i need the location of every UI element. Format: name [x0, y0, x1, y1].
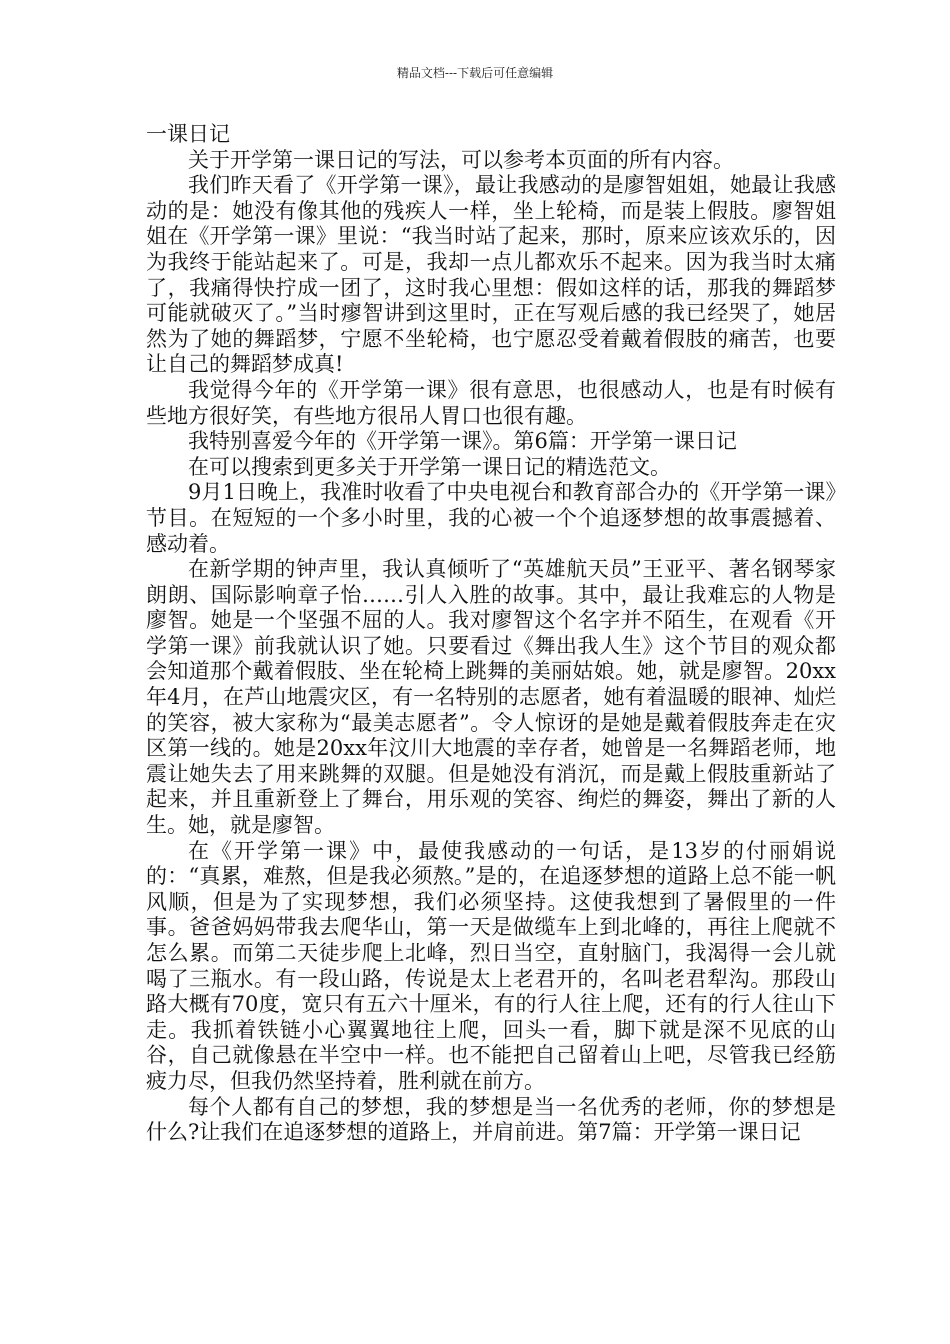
page-header: 精品文档---下载后可任意编辑 [396, 66, 554, 80]
paragraph: 我们昨天看了《开学第一课》，最让我感动的是廖智姐姐，她最让我感动的是：她没有像其他的残疾人一样，坐上轮椅，而是装上假肢。廖智姐姐在《开学第一课》里说：“我当时站了起来，那时，原来应该欢乐的，因为我终于能站起来了。可是，我却一点儿都欢乐不起来。因为我当时太痛了，我痛得快拧成一团了，这时我心里想：假如这样的话，那我的舞蹈梦可能就破灭了。”当时瘳智讲到这里时，正在写观后感的我已经哭了，她居然为了她的舞蹈梦，宁愿不坐轮椅，也宁愿忍受着戴着假肢的痛苦，也要让自己的舞蹈梦成真! [146, 173, 836, 377]
document-body [146, 122, 836, 1146]
paragraph: 我特别喜爱今年的《开学第一课》。第6篇：开学第一课日记 [188, 429, 737, 454]
paragraph: 每个人都有自己的梦想，我的梦想是当一名优秀的老师，你的梦想是什么?让我们在追逐梦想的道路上，并肩前进。第7篇：开学第一课日记 [146, 1094, 836, 1145]
paragraph: 关于开学第一课日记的写法，可以参考本页面的所有内容。 [188, 147, 734, 172]
paragraph: 9月1日晚上，我准时收看了中央电视台和教育部合办的《开学第一课》节目。在短短的一个多小时里，我的心被一个个追逐梦想的故事震撼着、感动着。 [146, 480, 836, 556]
paragraph: 在新学期的钟声里，我认真倾听了“英雄航天员”王亚平、著名钢琴家朗朗、国际影响章子怡……引人入胜的故事。其中，最让我难忘的人物是廖智。她是一个坚强不屈的人。我对廖智这个名字并不陌生，在观看《开学第一课》前我就认识了她。只要看过《舞出我人生》这个节目的观众都会知道那个戴着假肢、坐在轮椅上跳舞的美丽姑娘。她，就是廖智。20xx年4月，在芦山地震灾区，有一名特别的志愿者，她有着温暖的眼神、灿烂的笑容，被大家称为“最美志愿者”。令人惊讶的是她是戴着假肢奔走在灾区第一线的。她是20xx年汶川大地震的幸存者，她曾是一名舞蹈老师，地震让她失去了用来跳舞的双腿。但是她没有消沉，而是戴上假肢重新站了起来，并且重新登上了舞台，用乐观的笑容、绚烂的舞姿，舞出了新的人生。她，就是廖智。 [146, 557, 836, 838]
paragraph: 在可以搜索到更多关于开学第一课日记的精选范文。 [188, 454, 671, 479]
paragraph: 我觉得今年的《开学第一课》很有意思，也很感动人，也是有时候有些地方很好笑，有些地方很吊人胃口也很有趣。 [146, 377, 836, 428]
paragraph: 在《开学第一课》中，最使我感动的一句话，是13岁的付丽娟说的：“真累，难熬，但是我必须熬。”是的，在追逐梦想的道路上总不能一帆风顺，但是为了实现梦想，我们必须坚持。这使我想到了暑假里的一件事。爸爸妈妈带我去爬华山，第一天是做缆车上到北峰的，再往上爬就不怎么累。而第二天徒步爬上北峰，烈日当空，直射脑门，我渴得一会儿就喝了三瓶水。有一段山路，传说是太上老君开的，名叫老君犁沟。那段山路大概有70度，宽只有五六十厘米，有的行人往上爬，还有的行人往山下走。我抓着铁链小心翼翼地往上爬，回头一看，脚下就是深不见底的山谷，自己就像悬在半空中一样。也不能把自己留着山上吧，尽管我已经筋疲力尽，但我仍然坚持着，胜利就在前方。 [146, 838, 836, 1093]
document-title: 一课日记 [146, 122, 230, 146]
